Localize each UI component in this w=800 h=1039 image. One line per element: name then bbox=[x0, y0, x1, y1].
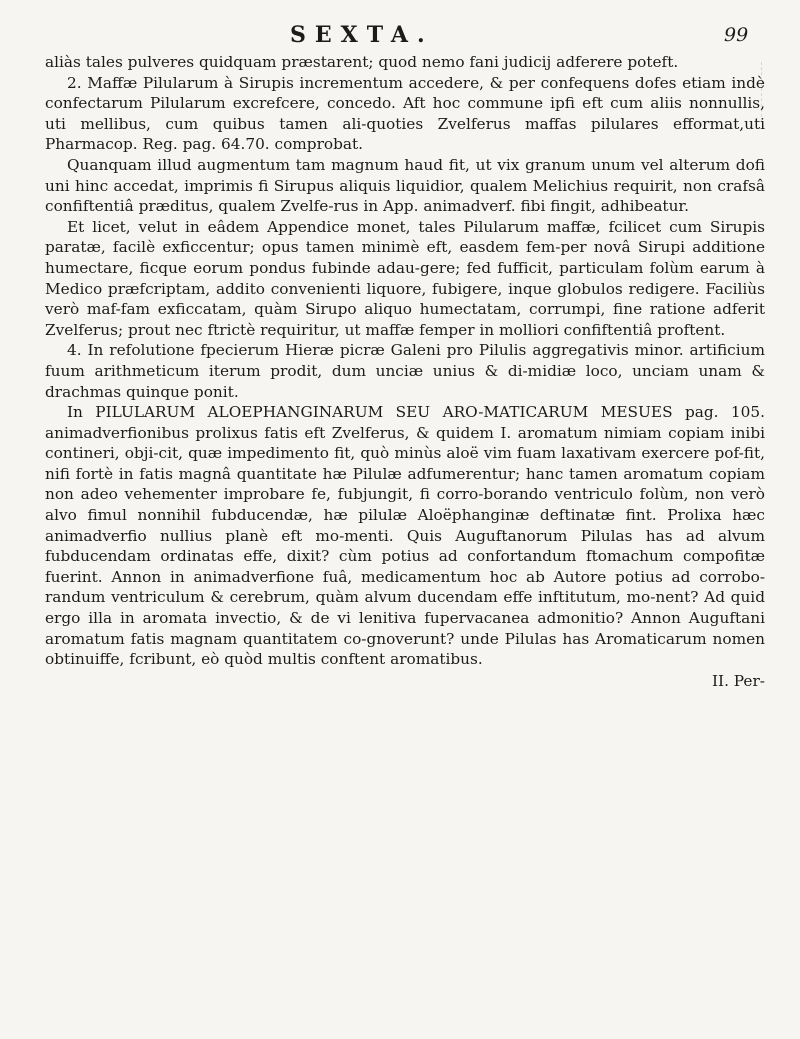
running-head bbox=[0, 22, 800, 52]
paragraph-continuation: aliàs tales pulveres quidquam præstarent; quod nemo fani judicij adferere poteft. bbox=[45, 53, 679, 71]
paragraph-quanquam: Quanquam illud augmentum tam magnum haud fit, ut vix granum unum vel alterum dofi uni hinc accedat, imprimis fi Sirupus aliquis liquidior, qualem Melichius requirit, non crafsâ confiftentiâ præditus, qualem Zvelfe-rus in App. animadverf. fibi fingit, adhibeatur. bbox=[45, 155, 765, 216]
catchword: II. Per- bbox=[712, 672, 765, 690]
page-edge-shadow bbox=[761, 62, 800, 122]
paragraph-pilularum: In PILULARUM ALOEPHANGINARUM SEU ARO-MATICARUM MESUES pag. 105. animadverfionibus prolixus fatis eft Zvelferus, & quidem I. aromatum nimiam copiam inibi contineri, obji-cit, quæ impedimento fit, quò minùs aloë vim fuam laxativam exercere pof-fit, nifi fortè in fatis magnâ quantitate hæ Pilulæ adfumerentur; hanc tamen aromatum copiam non adeo vehementer improbare fe, fubjungit, fi corro-borando ventriculo folùm, non verò alvo fimul nonnihil fubducendæ, hæ pilulæ Aloëphanginæ deftinatæ fint. Prolixa hæc animadverfio nullius planè eft mo-menti. Quis Auguftanorum Pilulas has ad alvum fubducendam ordinatas effe, dixit? cùm potius ad confortandum ftomachum compofitæ fuerint. Annon in animadverfione fuâ, medicamentum hoc ab Autore potius ad corrobo-randum ventriculum & cerebrum, quàm alvum ducendam effe inftitutum, mo-nent? Ad quid ergo illa in aromata invectio, & de vi lenitiva fupervacanea admonitio? Annon Auguftani aromatum fatis magnam quantitatem co-gnoverunt? unde Pilulas has Aromaticarum nomen obtinuiffe, fcribunt, eò quòd multis conftent aromatibus. bbox=[45, 403, 765, 669]
section-title: SEXTA. bbox=[290, 22, 434, 48]
paragraph-2: 2. Maffæ Pilularum à Sirupis incrementum accedere, & per confequens dofes etiam indè confectarum Pilularum excrefcere, concedo. Aft hoc commune ipfi eft cum aliis nonnullis, uti mellibus, cum quibus tamen ali-quoties Zvelferus maffas pilulares efformat,uti Pharmacop. Reg. pag. 64.70. comprobat. bbox=[45, 73, 765, 154]
paragraph-4: 4. In refolutione fpecierum Hieræ picræ Galeni pro Pilulis aggregativis minor. artificium fuum arithmeticum iterum prodit, dum unciæ unius & di-midiæ loco, unciam unam & drachmas quinque ponit. bbox=[45, 341, 765, 401]
paragraph-et-licet: Et licet, velut in eâdem Appendice monet, tales Pilularum maffæ, fcilicet cum Sirupis paratæ, facilè exficcentur; opus tamen minimè eft, easdem fem-per novâ Sirupi additione humectare, ficque eorum pondus fubinde adau-gere; fed fufficit, particulam folùm earum à Medico præfcriptam, addito convenienti liquore, fubigere, inque globulos redigere. Faciliùs verò maf-fam exficcatam, quàm Sirupo aliquo humectatam, corrumpi, fine ratione adferit Zvelferus; prout nec ftrictè requiritur, ut maffæ femper in molliori confiftentiâ proftent. bbox=[45, 217, 765, 339]
page-number: 99 bbox=[724, 24, 749, 46]
body-text bbox=[45, 52, 765, 670]
